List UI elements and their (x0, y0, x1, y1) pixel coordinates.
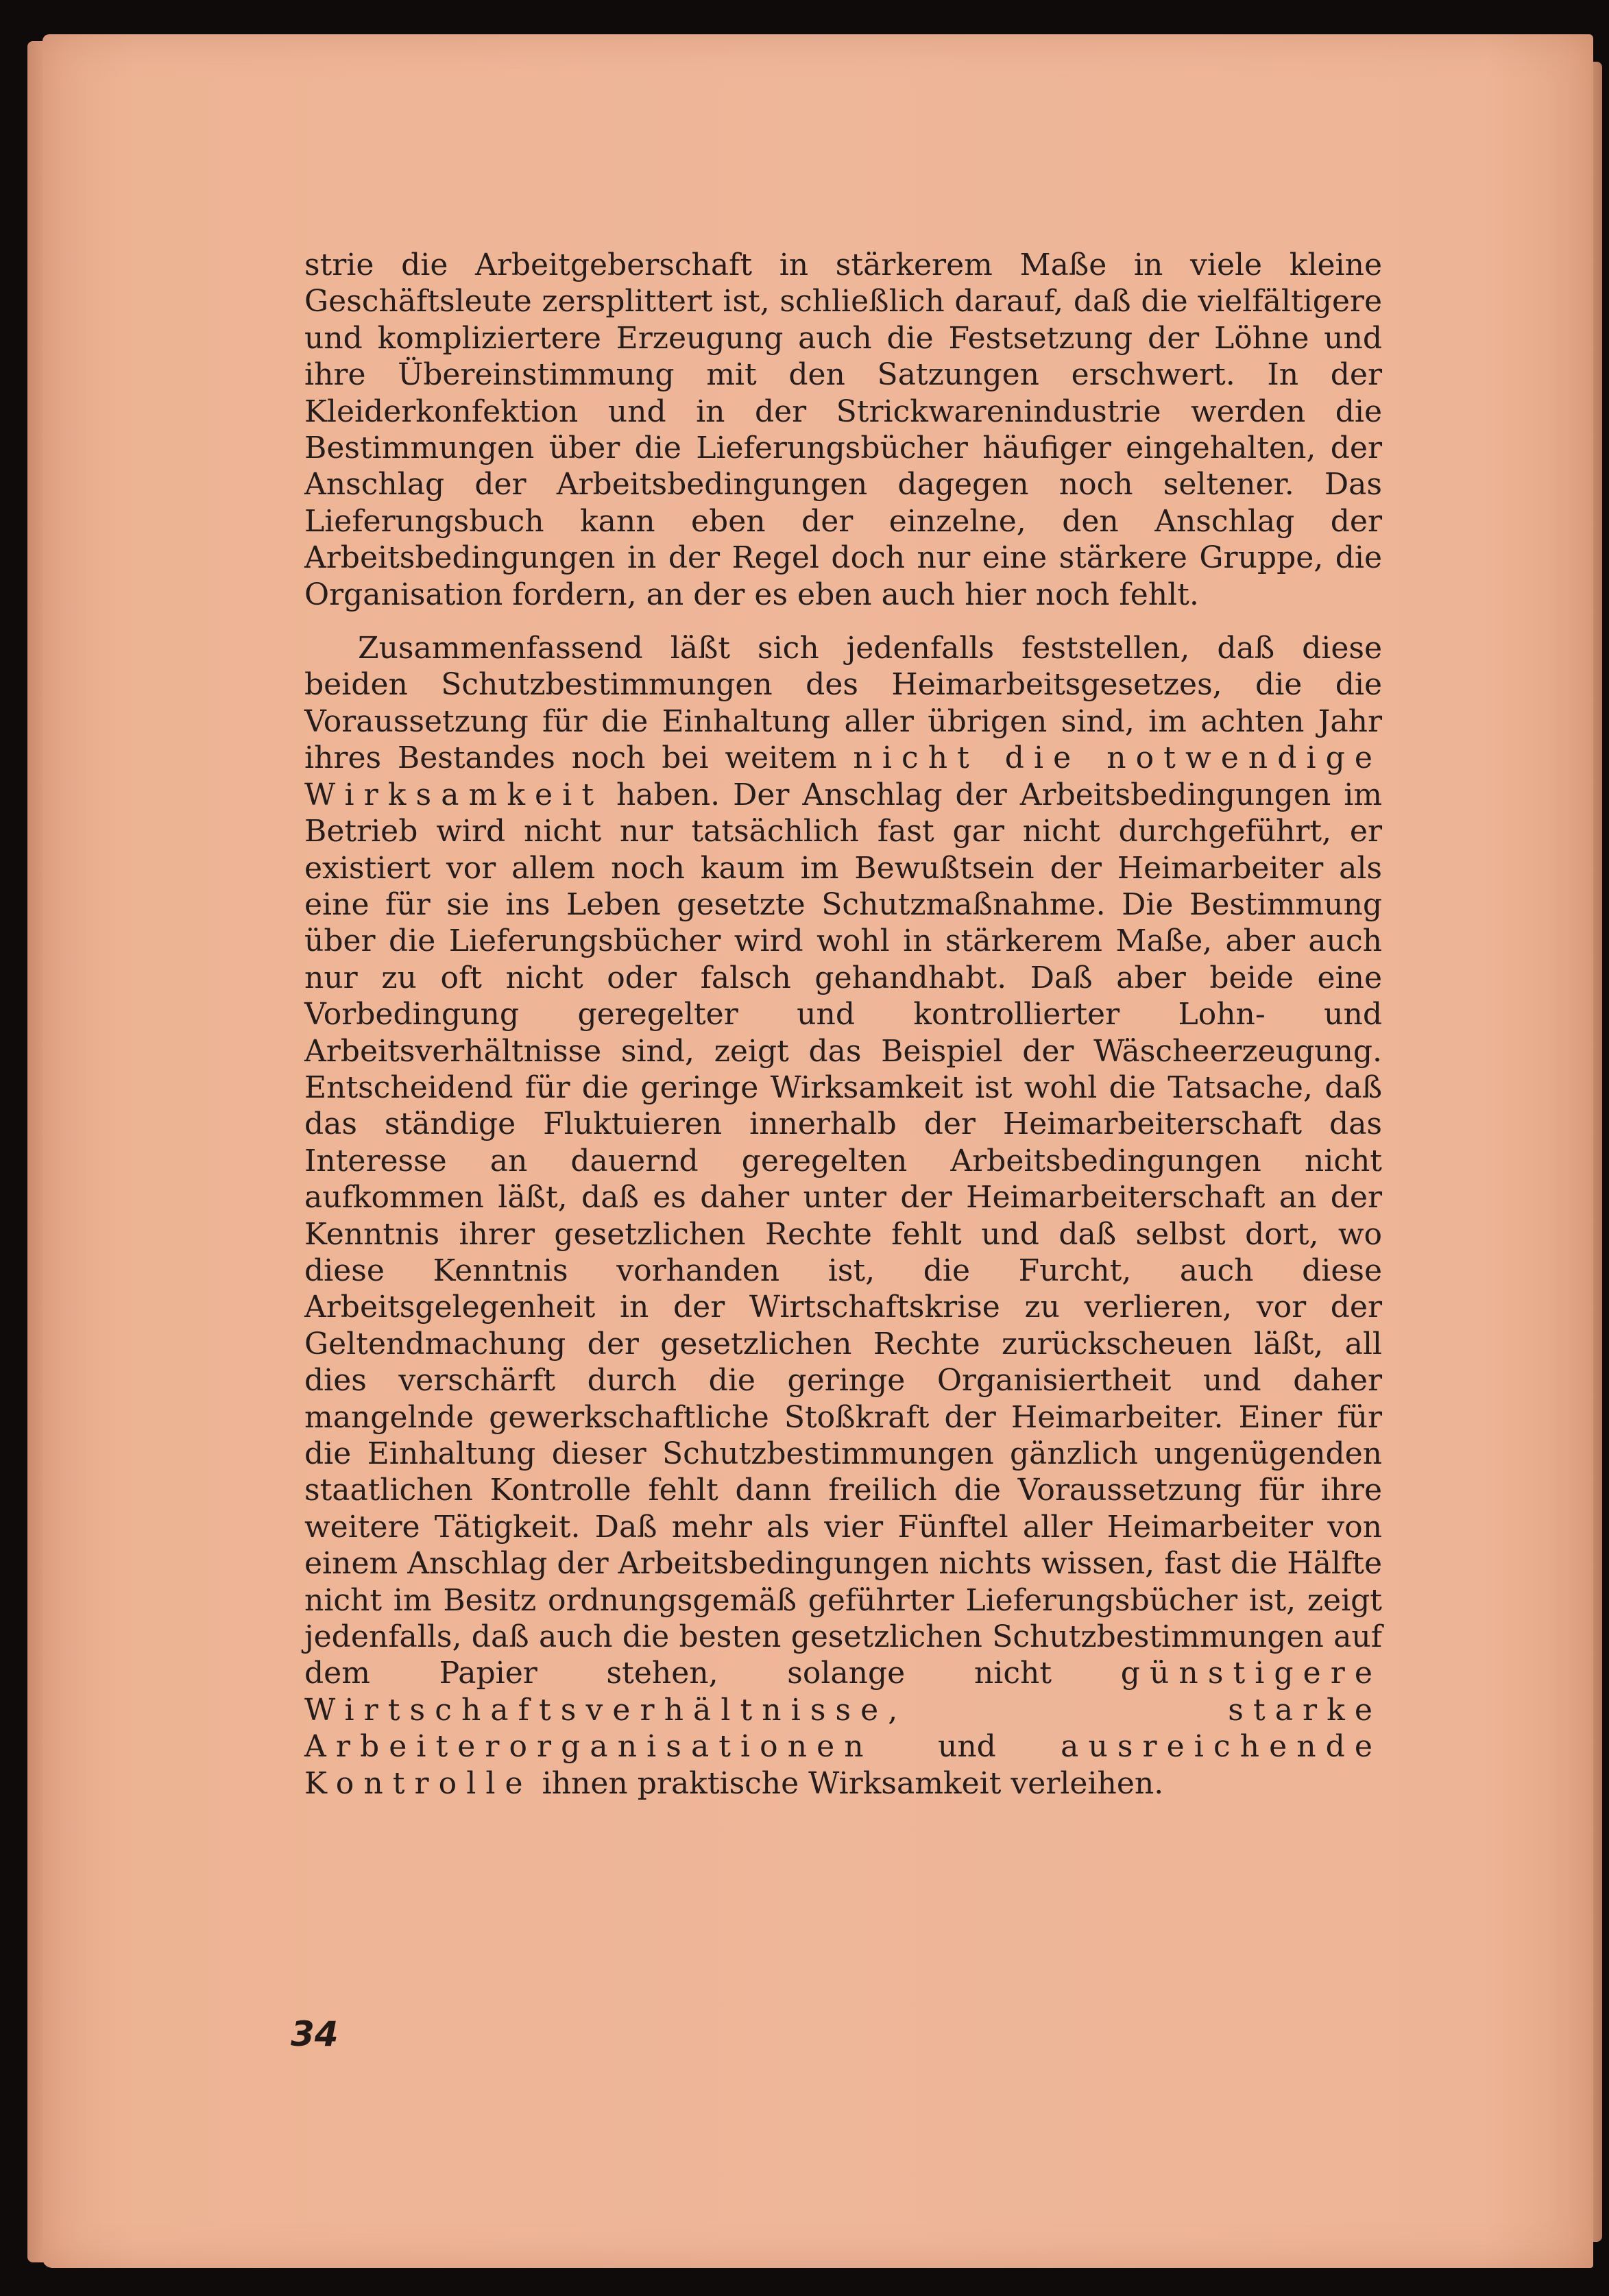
paragraph-text: und (873, 1729, 1061, 1765)
page-number: 34 (291, 2014, 339, 2054)
paragraph-summary (304, 630, 1382, 1802)
body-text (304, 247, 1382, 1819)
paragraph-text: strie die Arbeitgeberschaft in stärkerem Maße in viele kleine Geschäftsleute zersplittert ist, schließlich darauf, daß die vielfältigere und kompliziertere Erzeugung auch die Festsetzung der Löhne und ihre Übereinstimmung mit den Satzungen erschwert. In der Kleiderkonfektion und in der Strickwarenindustrie werden die Bestimmungen über die Lieferungsbücher häufiger eingehalten, der Anschlag der Arbeitsbedingungen dagegen noch seltener. Das Lieferungsbuch kann eben der einzelne, den Anschlag der Arbeitsbedingungen in der Regel doch nur eine stärkere Gruppe, die Organisation fordern, an der es eben auch hier noch fehlt. (304, 247, 1382, 612)
paragraph-continuation (304, 247, 1382, 613)
paragraph-text: ihnen praktische Wirksamkeit verleihen. (532, 1765, 1164, 1801)
emphasized-spaced-text: günstigere Wirtschaftsverhältnisse, starke Arbeiterorganisationen (304, 1656, 1382, 1765)
paragraph-text: haben. Der Anschlag der Arbeitsbedingungen im Betrieb wird nicht nur tatsächlich fast gar nicht durchgeführt, er existiert vor allem noch kaum im Bewußtsein der Heimarbeiter als eine für sie ins Leben gesetzte Schutzmaßnahme. Die Bestimmung über die Lieferungsbücher wird wohl in stärkerem Maße, aber auch nur zu oft nicht oder falsch gehandhabt. Daß aber beide eine Vorbedingung geregelter und kontrollierter Lohn- und Arbeitsverhältnisse sind, zeigt das Beispiel der Wäscheerzeugung. Entscheidend für die geringe Wirksamkeit ist wohl die Tatsache, daß das ständige Fluktuieren innerhalb der Heimarbeiterschaft das Interesse an dauernd geregelten Arbeitsbedingungen nicht aufkommen läßt, daß es daher unter der Heimarbeiterschaft an der Kenntnis ihrer gesetzlichen Rechte fehlt und daß selbst dort, wo diese Kenntnis vorhanden ist, die Furcht, auch diese Arbeitsgelegenheit in der Wirtschaftskrise zu verlieren, vor der Geltendmachung der gesetzlichen Rechte zurückscheuen läßt, all dies verschärft durch die geringe Organisiertheit und daher mangelnde gewerkschaftliche Stoßkraft der Heimarbeiter. Einer für die Einhaltung dieser Schutzbestimmungen gänzlich ungenügenden staatlichen Kontrolle fehlt dann freilich die Voraussetzung für ihre weitere Tätigkeit. Daß mehr als vier Fünftel aller Heimarbeiter von einem Anschlag der Arbeitsbedingungen nichts wissen, fast die Hälfte nicht im Besitz ordnungsgemäß geführter Lieferungsbücher ist, zeigt jedenfalls, daß auch die besten gesetzlichen Schutzbestimmungen auf dem Papier stehen, solange nicht (304, 777, 1382, 1691)
emphasized-spaced-text: ausreichende Kontrolle (304, 1729, 1382, 1801)
emphasized-spaced-text: nicht die notwendige Wirksamkeit (304, 740, 1382, 812)
paragraph-text: Zusammenfassend läßt sich jedenfalls feststellen, daß diese beiden Schutzbestimmungen des Heimarbeitsgesetzes, die die Voraussetzung für die Einhaltung aller übrigen sind, im achten Jahr ihres Bestandes noch bei weitem (304, 631, 1382, 776)
